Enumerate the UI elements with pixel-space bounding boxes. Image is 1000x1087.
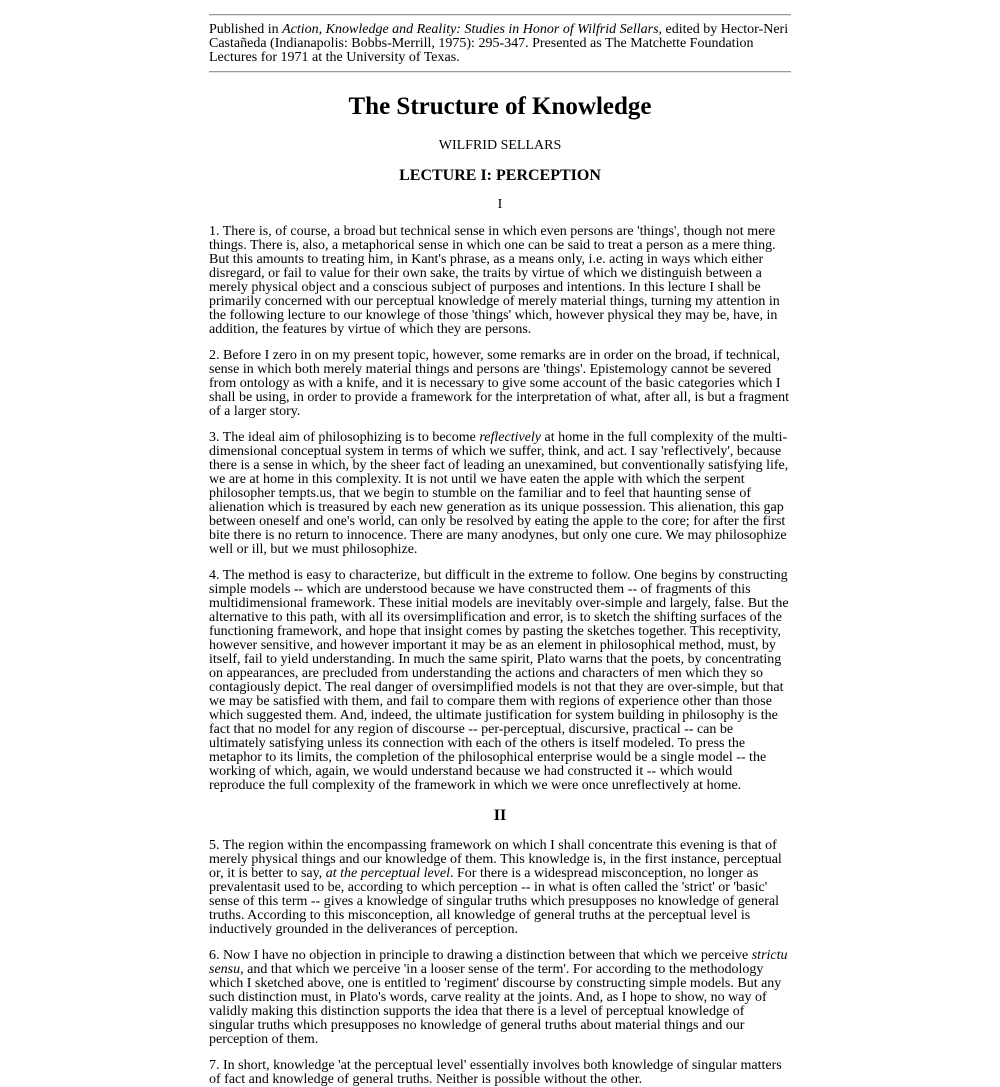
paragraph-4: 4. The method is easy to characterize, but difficult in the extreme to follow. One begins by constructing simple models -- which are understood because we have constructed them -- of fragments of this multidimensional framework. These initial models are inevitably over-simple and largely, false. But the alternative to this path, with all its oversimplification and error, is to sketch the shifting surfaces of the functioning framework, and hope that insight comes by pasting the sketches together. This receptivity, however sensitive, and however important it may be as an element in philosophical method, must, by itself, fail to yield understanding. In much the same spirit, Plato warns that the poets, by concentrating on appearances, are precluded from understanding the actions and characters of men which they so contagiously depict. The real danger of oversimplified models is not that they are over-simple, but that we may be satisfied with them, and fail to compare them with regions of experience other than those which suggested them. And, indeed, the ultimate justification for system building in philosophy is the fact that no model for any region of discourse -- per-perceptual, discursive, practical -- can be ultimately satisfying unless its connection with each of the others is itself modeled. To press the metaphor to its limits, the completion of the philosophical enterprise would be a single model -- the working of which, again, we would understand because we had constructed it -- which would reproduce the full complexity of the framework in which we were once unreflectively at home. (209, 568, 789, 793)
lecture-heading: LECTURE I: PERCEPTION (399, 167, 601, 184)
paragraph-5-part-b: . For there is a widespread misconception, no longer as prevalentasit used to be, according to which perception -- in what is often called the 'strict' or 'basic' sense of this term -- gives a knowledge of singular truths which presupposes no knowledge of general truths. According to this misconception, all knowledge of general truths at the perceptual level is inductively grounded in the deliverances of perception. (209, 866, 779, 937)
paragraph-6 (209, 949, 791, 1047)
paragraph-7: 7. In short, knowledge 'at the perceptual level' essentially involves both knowledge of singular matters of fact and knowledge of general truths. Neither is possible without the other. (209, 1058, 782, 1087)
paragraph-3-part-a: 3. The ideal aim of philosophizing is to become (209, 430, 480, 445)
paragraph-2: 2. Before I zero in on my present topic, however, some remarks are in order on the broad, if technical, sense in which both merely material things and persons are 'things'. Epistemology cannot be severed from ontology as with a knife, and it is necessary to give some account of the basic categories which I shall be using, in order to provide a framework for the interpretation of what, after all, is but a fragment of a larger story. (209, 348, 790, 419)
section-heading-2: II (493, 807, 507, 824)
publication-details: , edited by Hector-Neri Castañeda (Indianapolis: Bobbs-Merrill, 1975): 295-347. Presented as The Matchette Foundation Lectures for 1971 at the University of Texas. (209, 22, 789, 65)
page-title: The Structure of Knowledge (348, 93, 652, 120)
paragraph-1: 1. There is, of course, a broad but technical sense in which even persons are 'things', though not mere things. There is, also, a metaphorical sense in which one can be said to treat a person as a mere thing. But this amounts to treating him, in Kant's phrase, as a means only, i.e. acting in ways which either disregard, or fail to value for their own sake, the traits by virtue of which we distinguish between a merely physical object and a conscious subject of purposes and intentions. In this lecture I shall be primarily concerned with our perceptual knowledge of merely material things, turning my attention in the following lecture to our knowlege of those 'things' which, however physical they may be, have, in addition, the features by virtue of which they are persons. (209, 224, 780, 337)
top-divider (209, 14, 791, 16)
book-title: Action, Knowledge and Reality: Studies in Honor of Wilfrid Sellars (282, 22, 659, 37)
paragraph-6-part-a: 6. Now I have no objection in principle to drawing a distinction between that which we perceive (209, 948, 752, 963)
publication-note (209, 23, 791, 65)
bottom-divider (209, 71, 791, 73)
paragraph-6-part-b: , and that which we perceive 'in a looser sense of the term'. For according to the methodology which I sketched above, one is entitled to 'regiment' discourse by constructing simple models. But any such distinction must, in Plato's words, carve reality at the joints. And, as I hope to show, no way of validly making this distinction supports the idea that there is a level of perceptual knowledge of singular truths which presupposes no knowledge of general truths about material things and our perception of them. (209, 962, 782, 1047)
paragraph-3 (209, 431, 791, 557)
paragraph-3-part-b: at home in the full complexity of the multi-dimensional conceptual system in terms of which we suffer, think, and act. I say 'reflectively', because there is a sense in which, by the sheer fact of leading an unexamined, but conventionally satisfying life, we are at home in this complexity. It is not until we have eaten the apple with which the serpent philosopher tempts.us, that we begin to stumble on the familiar and to feel that haunting sense of alienation which is treasured by each new generation as its unique possession. This alienation, this gap between oneself and one's world, can only be resolved by eating the apple to the core; for after the first bite there is no return to innocence. There are many anodynes, but only one cure. We may philosophize well or ill, but we must philosophize. (209, 430, 789, 557)
emphasis-perceptual-level: at the perceptual level (325, 866, 450, 881)
document-page (209, 0, 791, 1087)
paragraph-5-part-a: 5. The region within the encompassing framework on which I shall concentrate this evening is that of merely physical things and our knowledge of them. This knowledge is, in the first instance, perceptual or, it is better to say, (209, 838, 782, 881)
section-heading-1: I (497, 197, 503, 212)
emphasis-reflectively: reflectively (479, 430, 542, 445)
author-name: WILFRID SELLARS (438, 138, 562, 153)
emphasis-strictu-sensu: strictu sensu (209, 948, 788, 977)
paragraph-5 (209, 839, 791, 937)
publication-prefix: Published in (209, 22, 283, 37)
